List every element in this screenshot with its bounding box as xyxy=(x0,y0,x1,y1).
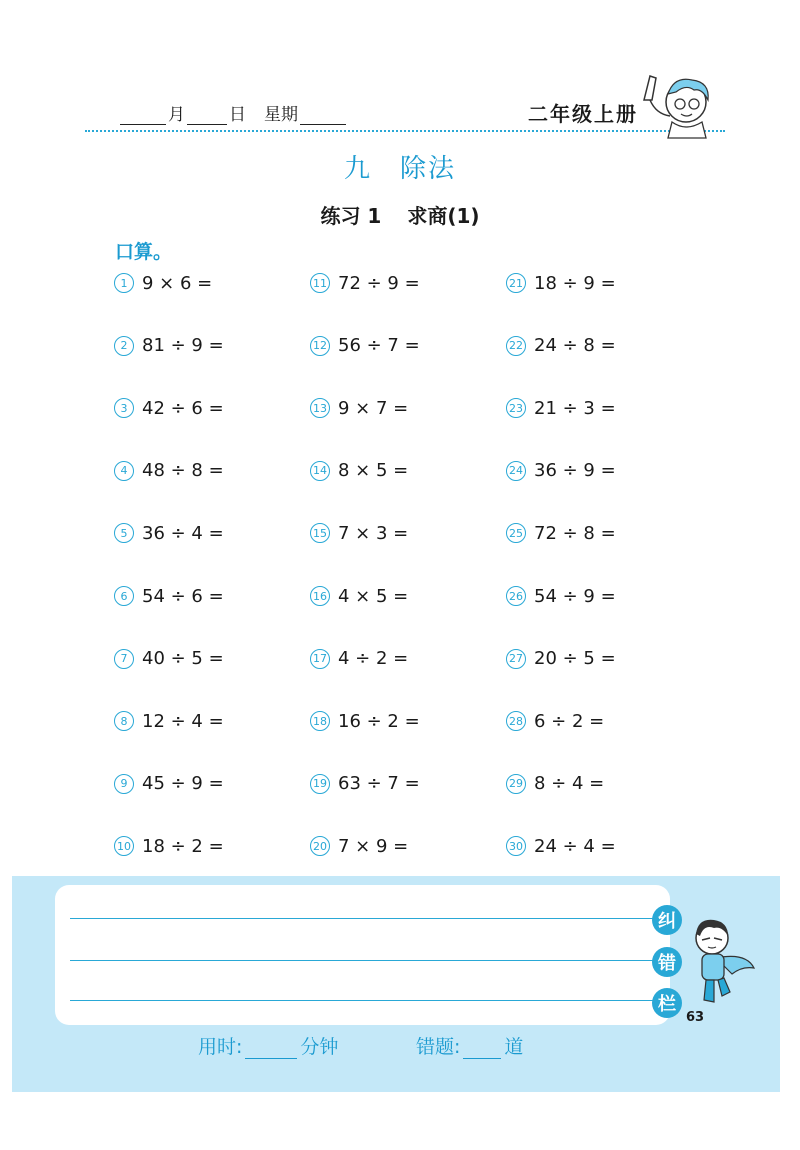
problem-item xyxy=(114,393,224,423)
problem-item xyxy=(506,831,616,861)
problem-expression: 7 × 3 = xyxy=(338,522,409,544)
errors-unit: 道 xyxy=(504,1036,524,1058)
problem-expression: 16 ÷ 2 = xyxy=(338,710,420,732)
time-blank[interactable] xyxy=(245,1038,297,1059)
problem-number: 26 xyxy=(506,586,526,606)
errors-label: 错题: xyxy=(416,1036,461,1058)
error-count xyxy=(416,1032,523,1059)
problem-number: 19 xyxy=(310,774,330,794)
instruction-text: 口算。 xyxy=(115,241,173,263)
problem-expression: 54 ÷ 9 = xyxy=(534,585,616,607)
problem-expression: 36 ÷ 4 = xyxy=(142,522,224,544)
problem-number: 29 xyxy=(506,774,526,794)
problem-expression: 4 ÷ 2 = xyxy=(338,648,409,670)
problem-number: 12 xyxy=(310,336,330,356)
problem-number: 24 xyxy=(506,461,526,481)
problem-expression: 20 ÷ 5 = xyxy=(534,648,616,670)
problem-expression: 36 ÷ 9 = xyxy=(534,460,616,482)
problem-expression: 45 ÷ 9 = xyxy=(142,773,224,795)
problem-item xyxy=(114,769,224,799)
problem-expression: 8 ÷ 4 = xyxy=(534,773,605,795)
correction-char-1: 纠 xyxy=(652,905,682,935)
problem-number: 23 xyxy=(506,398,526,418)
note-line[interactable] xyxy=(70,1000,655,1001)
problem-number: 14 xyxy=(310,461,330,481)
problem-number: 15 xyxy=(310,523,330,543)
problem-expression: 9 × 6 = xyxy=(142,272,213,294)
time-used xyxy=(198,1032,338,1059)
weekday-blank[interactable] xyxy=(300,106,346,125)
problem-expression: 4 × 5 = xyxy=(338,585,409,607)
problem-number: 25 xyxy=(506,523,526,543)
page-number: 63 xyxy=(686,1010,705,1025)
day-label: 日 xyxy=(229,105,246,125)
problem-item xyxy=(506,268,616,298)
problem-number: 28 xyxy=(506,711,526,731)
problem-expression: 9 × 7 = xyxy=(338,397,409,419)
problem-expression: 8 × 5 = xyxy=(338,460,409,482)
problem-item xyxy=(506,393,616,423)
problem-expression: 48 ÷ 8 = xyxy=(142,460,224,482)
note-line[interactable] xyxy=(70,918,655,919)
problem-expression: 6 ÷ 2 = xyxy=(534,710,605,732)
problem-item xyxy=(310,769,420,799)
problem-number: 13 xyxy=(310,398,330,418)
problem-number: 17 xyxy=(310,649,330,669)
problem-expression: 24 ÷ 4 = xyxy=(534,835,616,857)
problem-item xyxy=(506,331,616,361)
problem-expression: 12 ÷ 4 = xyxy=(142,710,224,732)
lesson-name: 求商(1) xyxy=(407,204,480,228)
problem-item xyxy=(310,518,408,548)
problem-item xyxy=(506,581,616,611)
problem-number: 20 xyxy=(310,836,330,856)
problem-item xyxy=(506,706,604,736)
problem-expression: 42 ÷ 6 = xyxy=(142,397,224,419)
chapter-name: 除法 xyxy=(400,154,457,184)
problem-expression: 63 ÷ 7 = xyxy=(338,773,420,795)
problem-expression: 81 ÷ 9 = xyxy=(142,335,224,357)
time-label: 用时: xyxy=(198,1036,243,1058)
problem-expression: 21 ÷ 3 = xyxy=(534,397,616,419)
problem-number: 22 xyxy=(506,336,526,356)
problem-number: 27 xyxy=(506,649,526,669)
problem-item xyxy=(310,706,420,736)
mascot-pointing-icon xyxy=(636,70,716,140)
problem-item xyxy=(506,518,616,548)
problem-number: 1 xyxy=(114,273,134,293)
problem-item xyxy=(310,331,420,361)
errors-blank[interactable] xyxy=(463,1038,501,1059)
problem-item xyxy=(310,581,408,611)
month-blank[interactable] xyxy=(120,106,166,125)
correction-char-3: 栏 xyxy=(652,988,682,1018)
problem-expression: 72 ÷ 8 = xyxy=(534,522,616,544)
chapter-number: 九 xyxy=(343,154,372,184)
problem-number: 30 xyxy=(506,836,526,856)
mascot-hero-icon xyxy=(686,912,756,1007)
problem-item xyxy=(114,831,224,861)
problem-item xyxy=(310,268,420,298)
lesson-title xyxy=(0,200,800,229)
problem-expression: 18 ÷ 2 = xyxy=(142,835,224,857)
problem-expression: 54 ÷ 6 = xyxy=(142,585,224,607)
problem-expression: 24 ÷ 8 = xyxy=(534,335,616,357)
problem-item xyxy=(114,644,224,674)
problem-number: 10 xyxy=(114,836,134,856)
grade-book-label: 二年级上册 xyxy=(528,102,638,126)
problem-expression: 72 ÷ 9 = xyxy=(338,272,420,294)
weekday-label: 星期 xyxy=(264,105,298,125)
problem-number: 21 xyxy=(506,273,526,293)
problem-item xyxy=(114,581,224,611)
date-line xyxy=(120,100,346,125)
problem-item xyxy=(114,706,224,736)
problem-item xyxy=(506,644,616,674)
problem-expression: 40 ÷ 5 = xyxy=(142,648,224,670)
problem-item xyxy=(506,456,616,486)
problem-number: 7 xyxy=(114,649,134,669)
problem-number: 5 xyxy=(114,523,134,543)
problem-item xyxy=(506,769,604,799)
problem-number: 6 xyxy=(114,586,134,606)
problem-number: 9 xyxy=(114,774,134,794)
problem-item xyxy=(310,456,408,486)
lesson-label: 练习 1 xyxy=(320,204,382,228)
problem-item xyxy=(114,331,224,361)
day-blank[interactable] xyxy=(187,106,227,125)
problem-number: 3 xyxy=(114,398,134,418)
problem-item xyxy=(114,268,212,298)
chapter-title xyxy=(0,148,800,185)
problem-item xyxy=(310,831,408,861)
header-divider xyxy=(85,130,725,132)
problem-item xyxy=(114,518,224,548)
problem-item xyxy=(310,644,408,674)
problem-number: 4 xyxy=(114,461,134,481)
problem-expression: 56 ÷ 7 = xyxy=(338,335,420,357)
problem-number: 18 xyxy=(310,711,330,731)
month-label: 月 xyxy=(168,105,185,125)
problem-number: 8 xyxy=(114,711,134,731)
problem-number: 16 xyxy=(310,586,330,606)
problem-number: 11 xyxy=(310,273,330,293)
problem-item xyxy=(310,393,408,423)
problem-expression: 18 ÷ 9 = xyxy=(534,272,616,294)
correction-notes-box[interactable] xyxy=(55,885,670,1025)
correction-char-2: 错 xyxy=(652,947,682,977)
note-line[interactable] xyxy=(70,960,655,961)
problem-item xyxy=(114,456,224,486)
problem-expression: 7 × 9 = xyxy=(338,835,409,857)
problem-number: 2 xyxy=(114,336,134,356)
time-unit: 分钟 xyxy=(300,1036,339,1058)
